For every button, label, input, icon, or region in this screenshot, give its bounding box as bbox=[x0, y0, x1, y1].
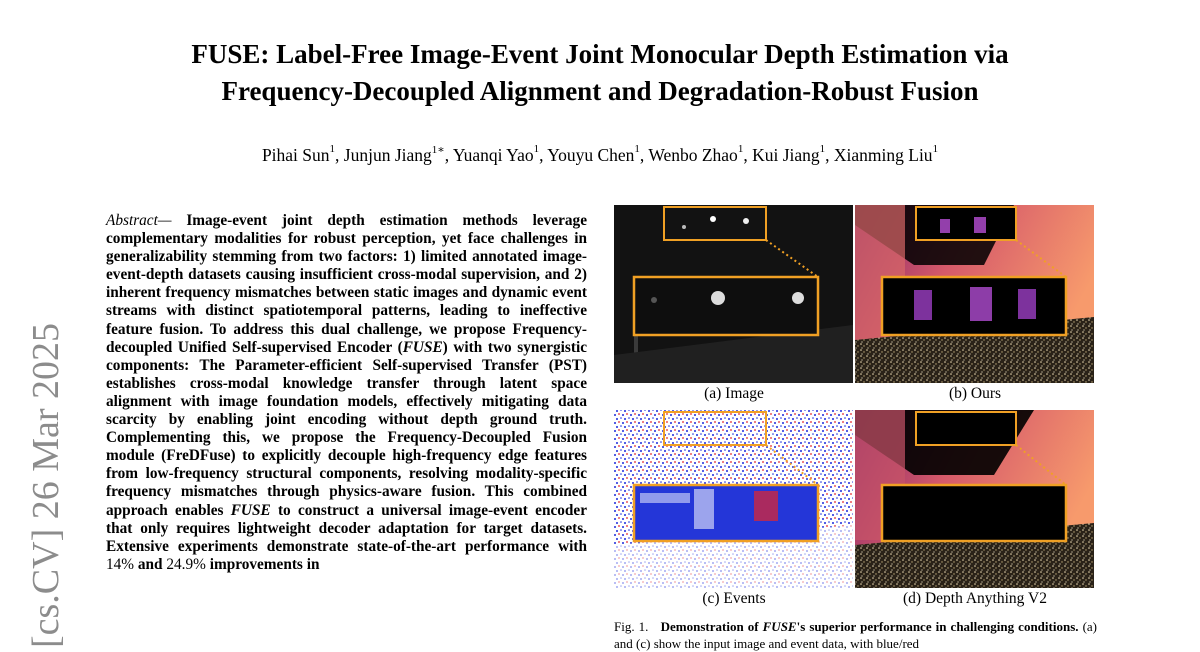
method-name: FUSE bbox=[230, 501, 271, 519]
method-name: FUSE bbox=[762, 619, 797, 634]
method-name: FUSE bbox=[402, 338, 443, 356]
caption-bold-text: Demonstration of bbox=[660, 619, 763, 634]
caption-text: (a) and (c) show the input image and event data, with blue/red bbox=[614, 619, 1098, 651]
title-line-1: FUSE: Label-Free Image-Event Joint Monocular Depth Estimation via bbox=[191, 39, 1009, 69]
arxiv-stamp bbox=[22, 300, 70, 648]
figure-label: Fig. 1. bbox=[614, 619, 649, 634]
abstract-text: ) with two synergistic components: The Parameter-efficient Self-supervised Transfer (PST) establishes cross-modal knowledge transfer through latent space alignment with image foundation models, effectively mitigating data scarcity by enabling joint encoding without depth ground truth. Complementing this, we propose the Frequency-Decoupled Fusion module (FreDFuse) to explicitly decouple high-frequency edge features from low-frequency structural components, resolving modality-specific frequency mismatches through physics-aware fusion. This combined approach enables bbox=[106, 338, 587, 519]
caption-bold-text: 's superior performance in challenging conditions. bbox=[796, 619, 1079, 634]
caption-depth-anything: (d) Depth Anything V2 bbox=[903, 590, 1047, 607]
title-line-2: Frequency-Decoupled Alignment and Degradation-Robust Fusion bbox=[221, 76, 979, 106]
author-list: Pihai Sun$^1$, Junjun Jiang$^{1∗}$, Yuanqi Yao$^1$, Youyu Chen$^1$, Wenbo Zhao$^1$, Kui Jiang$^1$, Xianming Liu$^1$ bbox=[261, 143, 939, 165]
figure-1 bbox=[614, 205, 1096, 607]
author: Junjun Jiang$^{1∗}$ bbox=[343, 144, 445, 165]
abstract-text: Image-event joint depth estimation methods leverage complementary modalities for robust perception, yet face challenges in generalizability stemming from two factors: 1) limited annotated image-event-depth datasets causing insufficient cross-modal supervision, and 2) inherent frequency mismatches between static images and dynamic event streams with distinct spatiotemporal patterns, leading to ineffective feature fusion. To address this dual challenge, we propose Frequency-decoupled Unified Self-supervised Encoder ( bbox=[106, 212, 587, 356]
author: Xianming Liu$^1$ bbox=[833, 143, 939, 165]
caption-ours: (b) Ours bbox=[948, 385, 1002, 402]
panel-image bbox=[614, 205, 853, 383]
panel-ours bbox=[855, 205, 1094, 383]
author: Wenbo Zhao$^1$ bbox=[648, 143, 744, 165]
percent-value: 24.9% bbox=[166, 555, 206, 573]
abstract-text: to construct a universal image-event encoder that only requires lightweight decoder adaptation for target datasets. Extensive experiments demonstrate state-of-the-art performance with bbox=[106, 501, 587, 555]
figure-caption bbox=[614, 618, 1097, 652]
abstract-heading: Abstract— bbox=[106, 212, 172, 229]
panel-events bbox=[614, 410, 853, 588]
abstract-text: improvements in bbox=[205, 555, 320, 573]
caption-image: (a) Image bbox=[704, 385, 764, 402]
author: Youyu Chen$^1$ bbox=[547, 143, 640, 165]
abstract-text: and bbox=[134, 555, 167, 573]
author: Yuanqi Yao$^1$ bbox=[452, 143, 540, 165]
paper-title bbox=[0, 36, 1200, 110]
abstract-body bbox=[106, 212, 587, 574]
author: Kui Jiang$^1$ bbox=[752, 143, 826, 165]
author: Pihai Sun$^1$ bbox=[261, 143, 336, 165]
percent-value: 14% bbox=[106, 555, 135, 573]
caption-events: (c) Events bbox=[702, 590, 766, 607]
panel-depth-anything bbox=[855, 410, 1094, 588]
arxiv-stamp-text: [cs.CV] 26 Mar 2025 bbox=[25, 322, 67, 648]
